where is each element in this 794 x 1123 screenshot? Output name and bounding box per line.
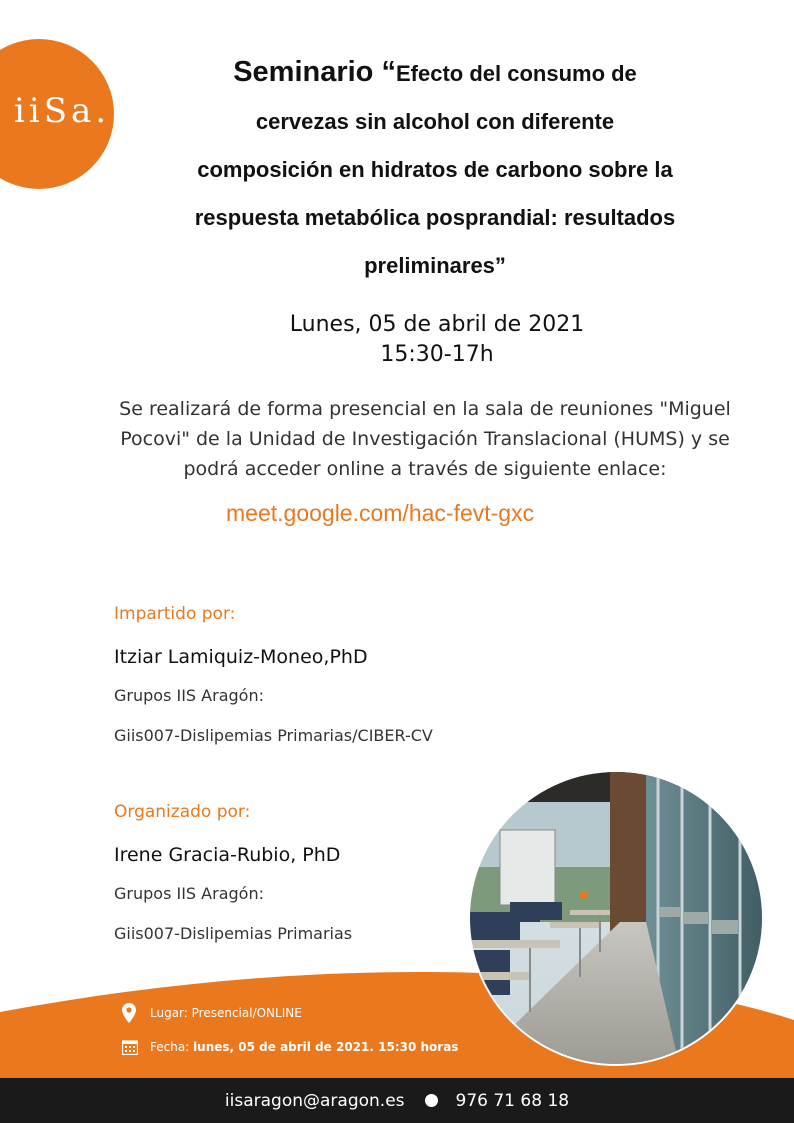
footer-date [122,1039,458,1055]
organizer-name: Irene Gracia-Rubio, PhD [114,844,341,866]
title-prefix: Seminario “ [233,56,396,88]
footer-date-value: lunes, 05 de abril de 2021. 15:30 horas [193,1040,459,1054]
location-pin-icon [122,1003,140,1023]
description-line-3: podrá acceder online a través de siguiente enlace: [183,458,667,480]
organizer-group-label: Grupos IIS Aragón: [114,884,264,903]
title-line-5: preliminares” [364,253,506,278]
footer-place [122,1003,302,1023]
logo-text: iiSa. [14,91,111,131]
event-time: 15:30-17h [380,342,494,367]
speaker-group-label: Grupos IIS Aragón: [114,686,264,705]
description-line-1: Se realizará de forma presencial en la sala de reuniones "Miguel [119,398,731,420]
title-line-3: composición en hidratos de carbono sobre la [197,157,673,182]
organizer-label: Organizado por: [114,802,251,822]
footer-date-label: Fecha: [150,1040,190,1054]
speaker-group: Giis007-Dislipemias Primarias/CIBER-CV [114,726,433,745]
footer-place-text: Lugar: Presencial/ONLINE [150,1006,302,1020]
title-line-1: Efecto del consumo de [395,61,637,86]
contact-email[interactable]: iisaragon@aragon.es [224,1090,405,1111]
speaker-name: Itziar Lamiquiz-Moneo,PhD [114,646,368,668]
calendar-icon [122,1039,140,1055]
organizer-group: Giis007-Dislipemias Primarias [114,924,353,943]
iisa-logo [0,39,114,189]
classroom-photo [468,770,764,1066]
contact-phone[interactable]: 976 71 68 18 [455,1090,570,1111]
speaker-label: Impartido por: [114,604,236,624]
seminar-title [140,48,730,290]
event-date: Lunes, 05 de abril de 2021 [289,312,585,337]
description-line-2: Pocovi" de la Unidad de Investigación Translacional (HUMS) y se [120,428,730,450]
event-datetime [140,310,734,370]
contact-bar [0,1078,794,1123]
separator-dot-icon [425,1094,438,1107]
meet-link[interactable]: meet.google.com/hac-fevt-gxc [226,500,535,526]
title-line-2: cervezas sin alcohol con diferente [255,109,615,134]
title-line-4: respuesta metabólica posprandial: resultados [194,205,676,230]
event-description [110,394,740,484]
